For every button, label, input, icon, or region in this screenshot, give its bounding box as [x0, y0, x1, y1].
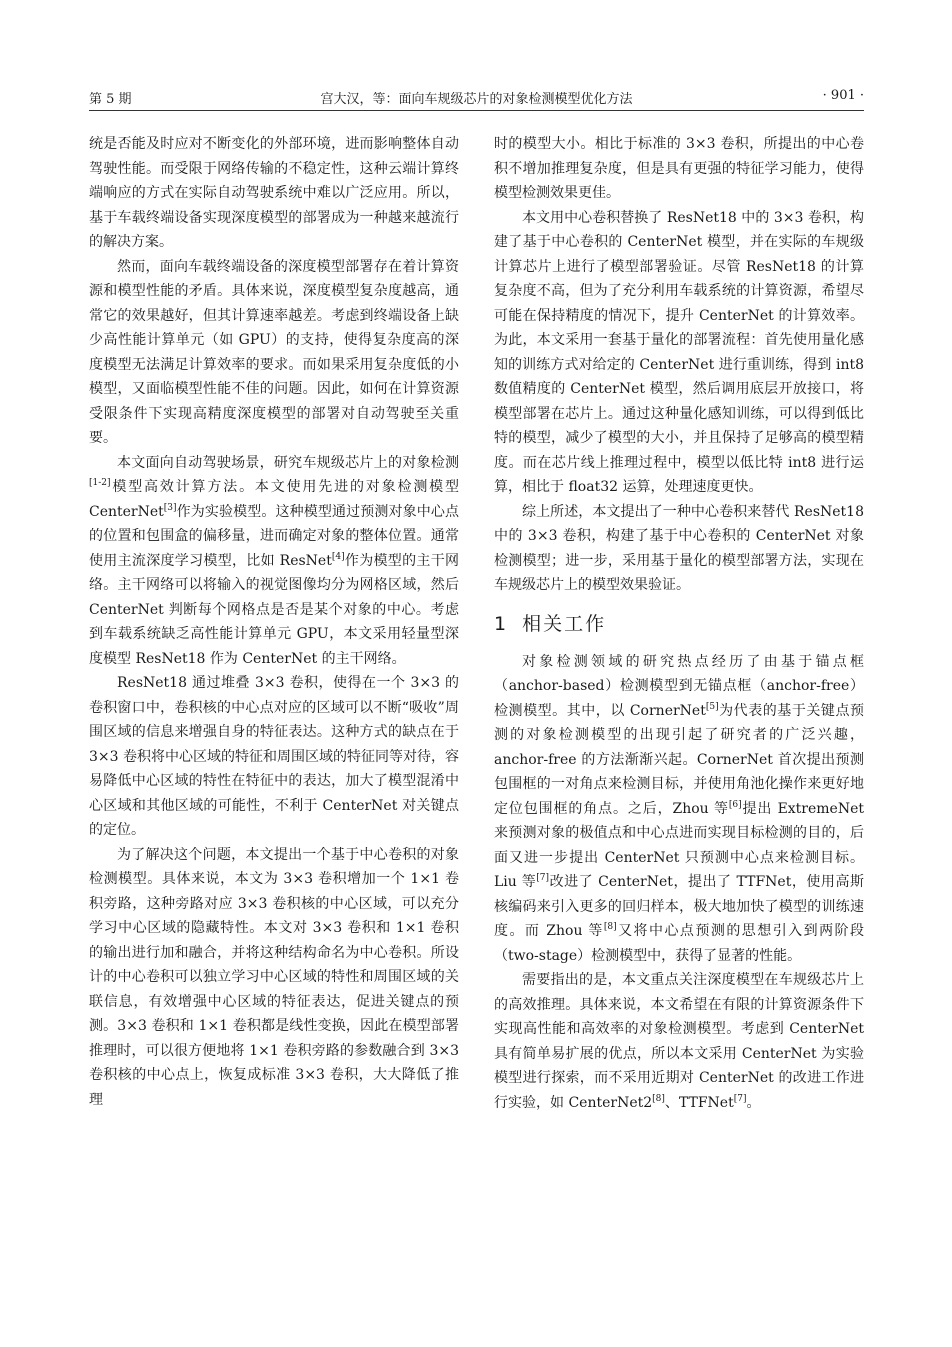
citation: [1-2]	[89, 478, 111, 488]
citation: [6]	[728, 799, 742, 810]
paragraph-text: 对象检测领域的研究热点经历了由基于锚点框（anchor-based）检测模型到无锚点框（anchor-free）检测模型。其中，以 CornerNet	[494, 653, 864, 719]
paragraph	[494, 650, 864, 969]
citation: [3]	[163, 502, 177, 513]
citation: [4]	[331, 551, 345, 562]
citation: [8]	[652, 1093, 665, 1104]
paragraph	[494, 968, 864, 1115]
issue-number: 第 5 期	[89, 92, 132, 107]
citation: [8]	[603, 922, 617, 932]
paragraph-text: 。	[746, 1094, 761, 1111]
paragraph-text: 改进了 CenterNet，提出了 TTFNet，使用高斯核编码来引入更多的回归样本，极大地加快了模型的训练速度。而 Zhou 等	[494, 874, 864, 939]
paragraph-text: 提出 ExtremeNet 来预测对象的极值点和中心点进而实现目标检测的目的，后面又进一步提出 CenterNet 只预测中心点来检测目标。Liu 等	[494, 800, 865, 890]
paragraph	[89, 451, 459, 672]
paragraph-text: 本文面向自动驾驶场景，研究车规级芯片上的对象检测	[117, 454, 459, 471]
running-title: 宫大汉，等：面向车规级芯片的对象检测模型优化方法	[320, 92, 633, 107]
page-number: · 901 ·	[822, 88, 864, 103]
paragraph-text: 作为实验模型。这种模型通过预测对象中心点的位置和包围盒的偏移量，进而确定对象的整体位置。通常使用主流深度学习模型，比如 ResNet	[89, 503, 459, 569]
citation: [5]	[705, 701, 719, 712]
paragraph: 为了解决这个问题，本文提出一个基于中心卷积的对象检测模型。具体来说，本文为 3×3 卷积增加一个 1×1 卷积旁路，这种旁路对应 3×3 卷积核的中心区域，可以充分学习中心区域的隐藏特性。本文对 3×3 卷积和 1×1 卷积的输出进行加和融合，并将这种结构命名为中心卷积。所设计的中心卷积可以独立学习中心区域的特性和周围区域的关联信息，有效增强中心区域的特征表达，促进关键点的预测。3×3 卷积和 1×1 卷积都是线性变换，因此在模型部署推理时，可以很方便地将 1×1 卷积旁路的参数融合到 3×3 卷积核的中心点上，恢复成标准 3×3 卷积，大大降低了推理	[89, 846, 459, 1108]
paragraph: 时的模型大小。相比于标准的 3×3 卷积，所提出的中心卷积不增加推理复杂度，但是具有更强的特征学习能力，使得模型检测效果更佳。	[494, 136, 864, 201]
citation: [7]	[733, 1093, 747, 1104]
paragraph: 本文用中心卷积替换了 ResNet18 中的 3×3 卷积，构建了基于中心卷积的 CenterNet 模型，并在实际的车规级计算芯片上进行了模型部署验证。尽管 ResNet18 的计算复杂度不高，但为了充分利用车载系统的计算资源，希望尽可能在保持精度的情况下，提升 CenterNet 的计算效率。为此，本文采用一套基于量化的部署流程：首先使用量化感知的训练方式对给定的 CenterNet 进行重训练，得到 int8 数值精度的 CenterNet 模型，然后调用底层开放接口，将模型部署在芯片上。通过这种量化感知训练，可以得到低比特的模型，减少了模型的大小，并且保持了足够高的模型精度。而在芯片线上推理过程中，模型以低比特 int8 进行运算，相比于 float32 运算，处理速度更快。	[494, 209, 864, 495]
paragraph-text: 作为模型的主干网络。主干网络可以将输入的视觉图像均分为网格区域，然后 CenterNet 判断每个网格点是否是某个对象的中心。考虑到车载系统缺乏高性能计算单元 GPU，本文采用轻量型深度模型 ResNet18 作为 CenterNet 的主干网络。	[89, 552, 460, 667]
paragraph: ResNet18 通过堆叠 3×3 卷积，使得在一个 3×3 的卷积窗口中，卷积核的中心点对应的区域可以不断“吸收”周围区域的信息来增强自身的特征表达。这种方式的缺点在于 3×3 卷积将中心区域的特征和周围区域的特征同等对待，容易降低中心区域的特性在特征中的表达，加大了模型混淆中心区域和其他区域的可能性，不利于 CenterNet 对关键点的定位。	[89, 675, 459, 838]
section-number: 1	[494, 612, 509, 635]
paragraph-text: 又将中心点预测的思想引入到两阶段（two-stage）检测模型中，获得了显著的性能。	[494, 923, 865, 964]
paragraph-text: 需要指出的是，本文重点关注深度模型在车规级芯片上的高效推理。具体来说，本文希望在有限的计算资源条件下实现高性能和高效率的对象检测模型。考虑到 CenterNet 具有简单易扩展的优点，所以本文采用 CenterNet 为实验模型进行探索，而不采用近期对 CenterNet 的改进工作进行实验，如 CenterNet2	[494, 972, 864, 1111]
paragraph: 综上所述，本文提出了一种中心卷积来替代 ResNet18 中的 3×3 卷积，构建了基于中心卷积的 CenterNet 对象检测模型；进一步，采用基于量化的模型部署方法，实现在车规级芯片上的模型效果验证。	[494, 503, 864, 593]
paragraph-text: 为代表的基于关键点预测的对象检测模型的出现引起了研究者的广泛兴趣，anchor-free 的方法渐渐兴起。CornerNet 首次提出预测包围框的一对角点来检测目标，并使用角池化操作来更好地定位包围框的角点。之后，Zhou 等	[494, 702, 864, 817]
paragraph-text: 模型高效计算方法。本文使用先进的对象检测模型 CenterNet	[89, 479, 459, 520]
right-column	[494, 132, 864, 1115]
left-column	[89, 132, 459, 1112]
paragraph: 统是否能及时应对不断变化的外部环境，进而影响整体自动驾驶性能。而受限于网络传输的不稳定性，这种云端计算终端响应的方式在实际自动驾驶系统中难以广泛应用。所以，基于车载终端设备实现深度模型的部署成为一种越来越流行的解决方案。	[89, 136, 459, 250]
paragraph: 然而，面向车载终端设备的深度模型部署存在着计算资源和模型性能的矛盾。具体来说，深度模型复杂度越高，通常它的效果越好，但其计算速率越差。考虑到终端设备上缺少高性能计算单元（如 GPU）的支持，使得复杂度高的深度模型无法满足计算效率的要求。而如果采用复杂度低的小模型，又面临模型性能不佳的问题。因此，如何在计算资源受限条件下实现高精度深度模型的部署对自动驾驶至关重要。	[89, 258, 459, 446]
citation: [7]	[536, 873, 550, 883]
paragraph-text: 、TTFNet	[664, 1094, 734, 1111]
section-title: 相关工作	[522, 612, 607, 635]
running-header	[89, 88, 864, 111]
section-heading	[494, 610, 864, 638]
